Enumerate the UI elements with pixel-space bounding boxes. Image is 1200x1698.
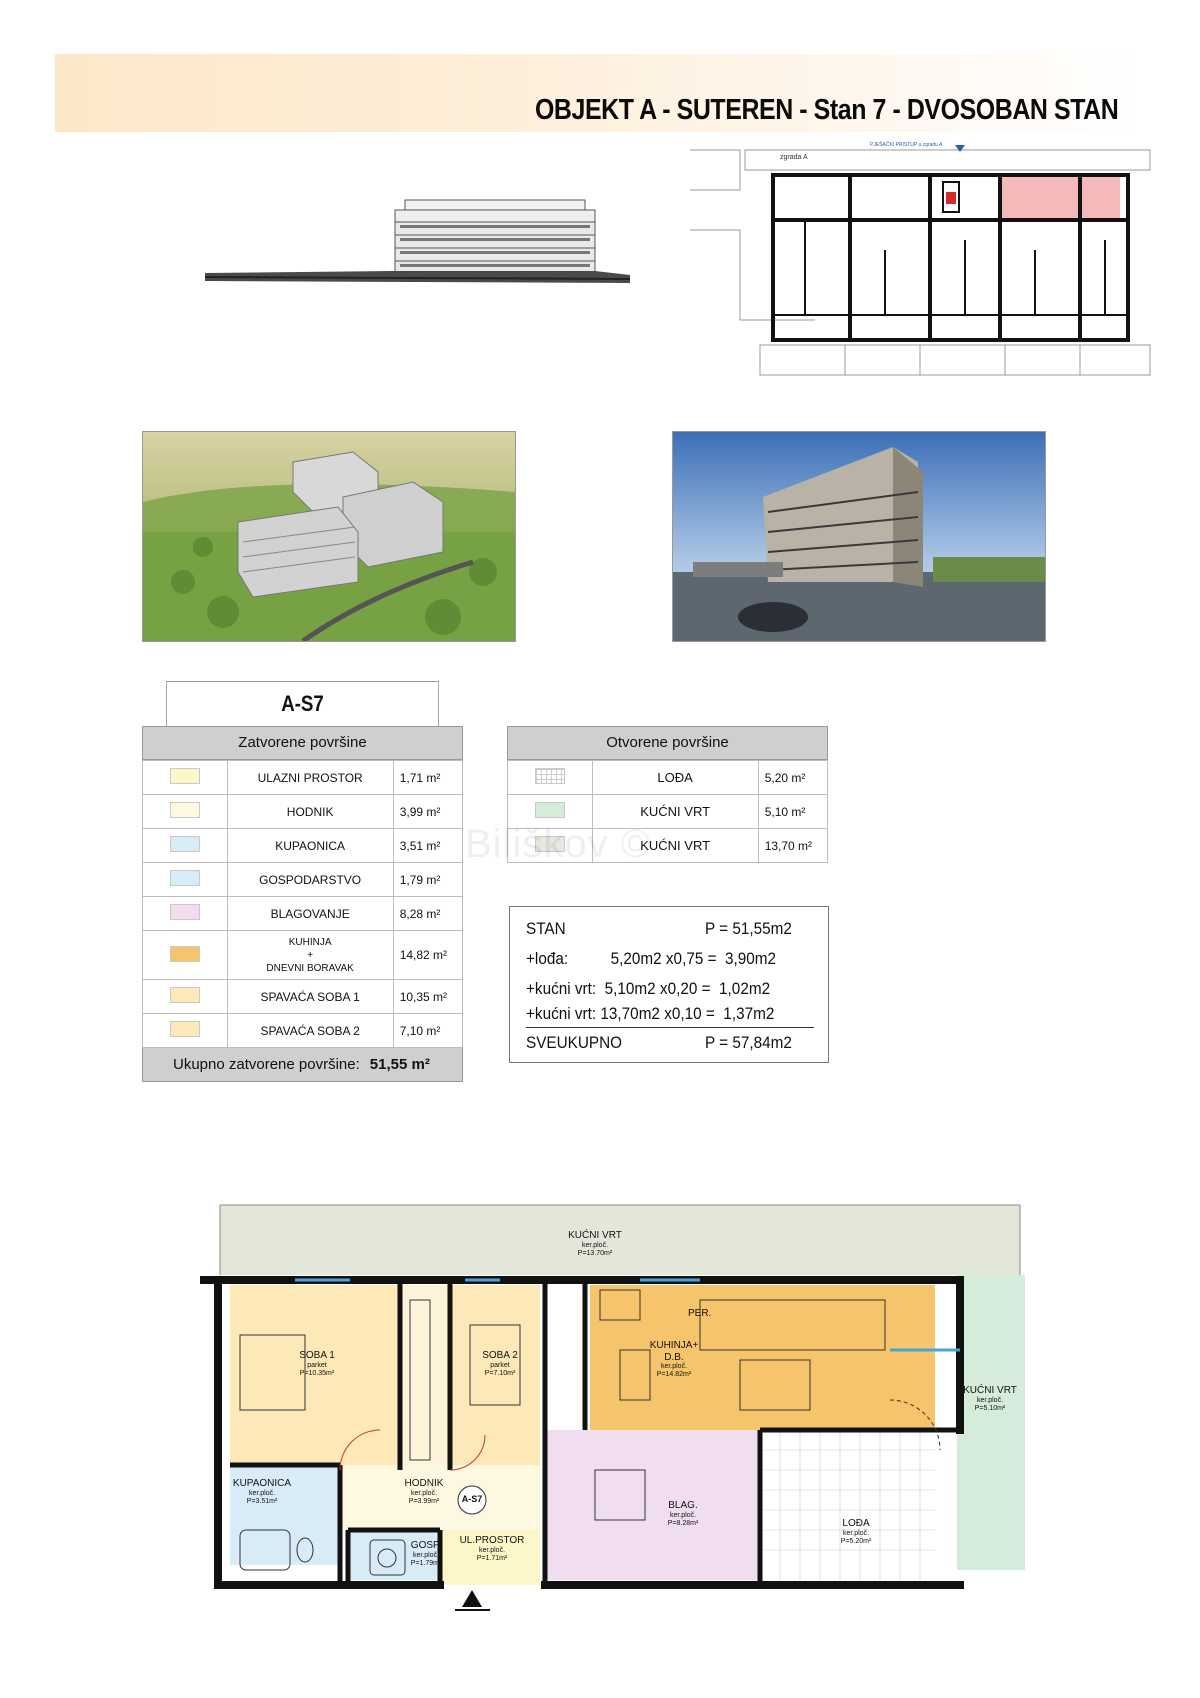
garden-right-sub2: P=5.10m²: [974, 1404, 1006, 1412]
color-swatch: [170, 946, 200, 962]
closed-area-name-cell: [227, 1014, 393, 1048]
closed-area-value: 8,28 m²: [393, 897, 462, 931]
calc-lodja: +lođa: 5,20m2 x0,75 = 3,90m2: [526, 949, 777, 968]
color-swatch: [170, 870, 200, 886]
open-area-value: 5,10 m²: [758, 795, 827, 829]
soba1-name: SOBA 1: [299, 1350, 335, 1361]
closed-area-name: KUHINJA + DNEVNI BORAVAK: [266, 936, 354, 974]
kupaonica-sub2: P=3.51m²: [246, 1497, 278, 1505]
closed-area-swatch-cell: [143, 761, 228, 795]
color-swatch: [170, 802, 200, 818]
closed-area-swatch-cell: [143, 897, 228, 931]
soba2-sub2: P=7.10m²: [484, 1369, 516, 1377]
kuhinja-name2: D.B.: [664, 1351, 684, 1363]
ulaz-name: UL.PROSTOR: [459, 1535, 525, 1546]
closed-area-swatch-cell: [143, 795, 228, 829]
closed-area-name-cell: [227, 897, 393, 931]
soba2-sub1: parket: [490, 1361, 510, 1369]
color-swatch: [170, 987, 200, 1003]
aerial-render: [142, 431, 516, 642]
garden-right-sub1: ker.ploč.: [976, 1396, 1004, 1404]
calc-total-label: SVEUKUPNO: [526, 1033, 623, 1052]
closed-area-name-cell: [227, 795, 393, 829]
calc-garden-1: +kućni vrt: 5,10m2 x0,20 = 1,02m2: [526, 979, 771, 998]
closed-area-swatch-cell: [143, 1014, 228, 1048]
calc-total-value: P = 57,84m2: [705, 1033, 792, 1052]
soba1-label: [299, 1350, 335, 1378]
open-area-name: LOĐA: [592, 761, 758, 795]
soba2-label: [482, 1350, 518, 1378]
closed-total-label: Ukupno zatvorene površine:: [173, 1056, 360, 1073]
ulaz-label: [460, 1535, 525, 1563]
calc-stan-label: STAN: [526, 919, 566, 938]
hodnik-sub2: P=3.99m²: [408, 1497, 440, 1505]
closed-areas-header: Zatvorene površine: [142, 726, 463, 760]
closed-area-swatch-cell: [143, 980, 228, 1014]
per-label: PER.: [688, 1308, 712, 1319]
closed-area-name: SPAVAĆA SOBA 1: [260, 989, 360, 1004]
street-render: [672, 431, 1046, 642]
closed-area-name: SPAVAĆA SOBA 2: [260, 1023, 360, 1038]
color-swatch: [170, 904, 200, 920]
closed-area-value: 1,79 m²: [393, 863, 462, 897]
closed-area-row: [143, 1014, 463, 1048]
garden-top-sub2: P=13.70m²: [577, 1249, 613, 1257]
color-swatch: [535, 802, 565, 818]
page-title: OBJEKT A - SUTEREN - Stan 7 - DVOSOBAN STAN: [534, 94, 1118, 126]
building-label: zgrada A: [780, 154, 808, 161]
calc-divider: [526, 1027, 814, 1028]
closed-area-name: GOSPODARSTVO: [259, 872, 362, 887]
closed-area-name-cell: [227, 761, 393, 795]
open-area-value: 5,20 m²: [758, 761, 827, 795]
closed-area-swatch-cell: [143, 829, 228, 863]
unit-code: A-S7: [166, 681, 439, 726]
calc-garden-2: +kućni vrt: 13,70m2 x0,10 = 1,37m2: [526, 1004, 775, 1023]
closed-area-value: 10,35 m²: [393, 980, 462, 1014]
blag-label: [668, 1500, 699, 1528]
closed-area-row: [143, 863, 463, 897]
soba1-sub1: parket: [307, 1361, 327, 1369]
kuhinja-sub1: ker.ploč.: [660, 1363, 688, 1370]
blag-sub1: ker.ploč.: [669, 1511, 697, 1519]
hodnik-sub1: ker.ploč.: [410, 1489, 438, 1497]
building-elevation: [200, 195, 640, 295]
kuhinja-name: KUHINJA+: [649, 1340, 699, 1351]
closed-area-value: 7,10 m²: [393, 1014, 462, 1048]
closed-area-row: [143, 980, 463, 1014]
blag-name: BLAG.: [668, 1500, 698, 1511]
open-area-value: 13,70 m²: [758, 829, 827, 863]
unit-tag: A-S7: [461, 1494, 483, 1504]
lodja-label: [841, 1518, 872, 1546]
kuhinja-label: [650, 1340, 699, 1379]
closed-area-name: ULAZNI PROSTOR: [257, 770, 363, 785]
hodnik-name: HODNIK: [404, 1478, 444, 1489]
site-plan: [685, 140, 1155, 378]
closed-area-row: [143, 931, 463, 980]
open-area-name: KUĆNI VRT: [592, 795, 758, 829]
garden-right-name: KUĆNI VRT: [963, 1385, 1017, 1396]
open-area-swatch-cell: [508, 761, 593, 795]
soba1-sub2: P=10.35m²: [299, 1369, 335, 1377]
floor-plan: [200, 1200, 1030, 1615]
gosp-label: [411, 1540, 442, 1568]
color-swatch: [170, 768, 200, 784]
closed-area-name-cell: [227, 863, 393, 897]
closed-areas-panel: [142, 681, 463, 1082]
gosp-name: GOSP.: [410, 1540, 442, 1551]
kupaonica-name: KUPAONICA: [232, 1478, 292, 1489]
closed-area-row: [143, 795, 463, 829]
closed-area-swatch-cell: [143, 863, 228, 897]
hodnik-label: [405, 1478, 444, 1506]
closed-area-value: 3,51 m²: [393, 829, 462, 863]
kupaonica-label: [233, 1478, 291, 1506]
lodja-sub1: ker.ploč.: [842, 1529, 870, 1537]
open-area-row: [508, 761, 828, 795]
kuhinja-sub2: P=14.82m²: [656, 1371, 692, 1379]
watermark: Biliškov ©: [465, 822, 652, 866]
ulaz-sub1: ker.ploč.: [478, 1546, 506, 1554]
garden-top-sub1: ker.ploč.: [581, 1241, 609, 1249]
closed-area-row: [143, 829, 463, 863]
closed-area-value: 3,99 m²: [393, 795, 462, 829]
garden-right-label: [963, 1385, 1017, 1413]
blag-sub2: P=8.28m²: [667, 1519, 699, 1527]
closed-area-value: 1,71 m²: [393, 761, 462, 795]
garden-top-label: [568, 1230, 622, 1258]
open-areas-header: Otvorene površine: [507, 726, 828, 760]
area-calculation-box: [509, 906, 829, 1063]
color-swatch: [170, 836, 200, 852]
closed-total-row: [142, 1048, 463, 1082]
soba2-name: SOBA 2: [482, 1350, 518, 1361]
lodja-name: LOĐA: [842, 1518, 870, 1529]
calc-stan-value: P = 51,55m2: [705, 919, 792, 938]
closed-area-swatch-cell: [143, 931, 228, 980]
closed-area-name-cell: [227, 931, 393, 980]
closed-area-row: [143, 897, 463, 931]
closed-total-value: 51,55 m²: [369, 1056, 430, 1073]
closed-area-value: 14,82 m²: [393, 931, 462, 980]
open-area-name: KUĆNI VRT: [592, 829, 758, 863]
closed-area-name-cell: [227, 980, 393, 1014]
kupaonica-sub1: ker.ploč.: [248, 1489, 276, 1497]
color-swatch: [170, 1021, 200, 1037]
floor-plan-drawing: [200, 1200, 1030, 1615]
entrance-label: PJEŠAČKI PRISTUP u zgradu A: [870, 142, 943, 149]
gosp-sub2: P=1.79m²: [410, 1559, 442, 1567]
color-swatch: [535, 768, 565, 784]
lodja-sub2: P=5.20m²: [840, 1537, 872, 1545]
closed-area-name: HODNIK: [286, 804, 334, 819]
closed-area-name-cell: [227, 829, 393, 863]
closed-area-row: [143, 761, 463, 795]
closed-area-name: KUPAONICA: [275, 838, 346, 853]
ulaz-sub2: P=1.71m²: [476, 1554, 508, 1562]
garden-top-name: KUĆNI VRT: [568, 1230, 622, 1241]
closed-area-name: BLAGOVANJE: [270, 906, 350, 921]
gosp-sub1: ker.ploč.: [412, 1551, 440, 1559]
closed-areas-table: [142, 760, 463, 1048]
